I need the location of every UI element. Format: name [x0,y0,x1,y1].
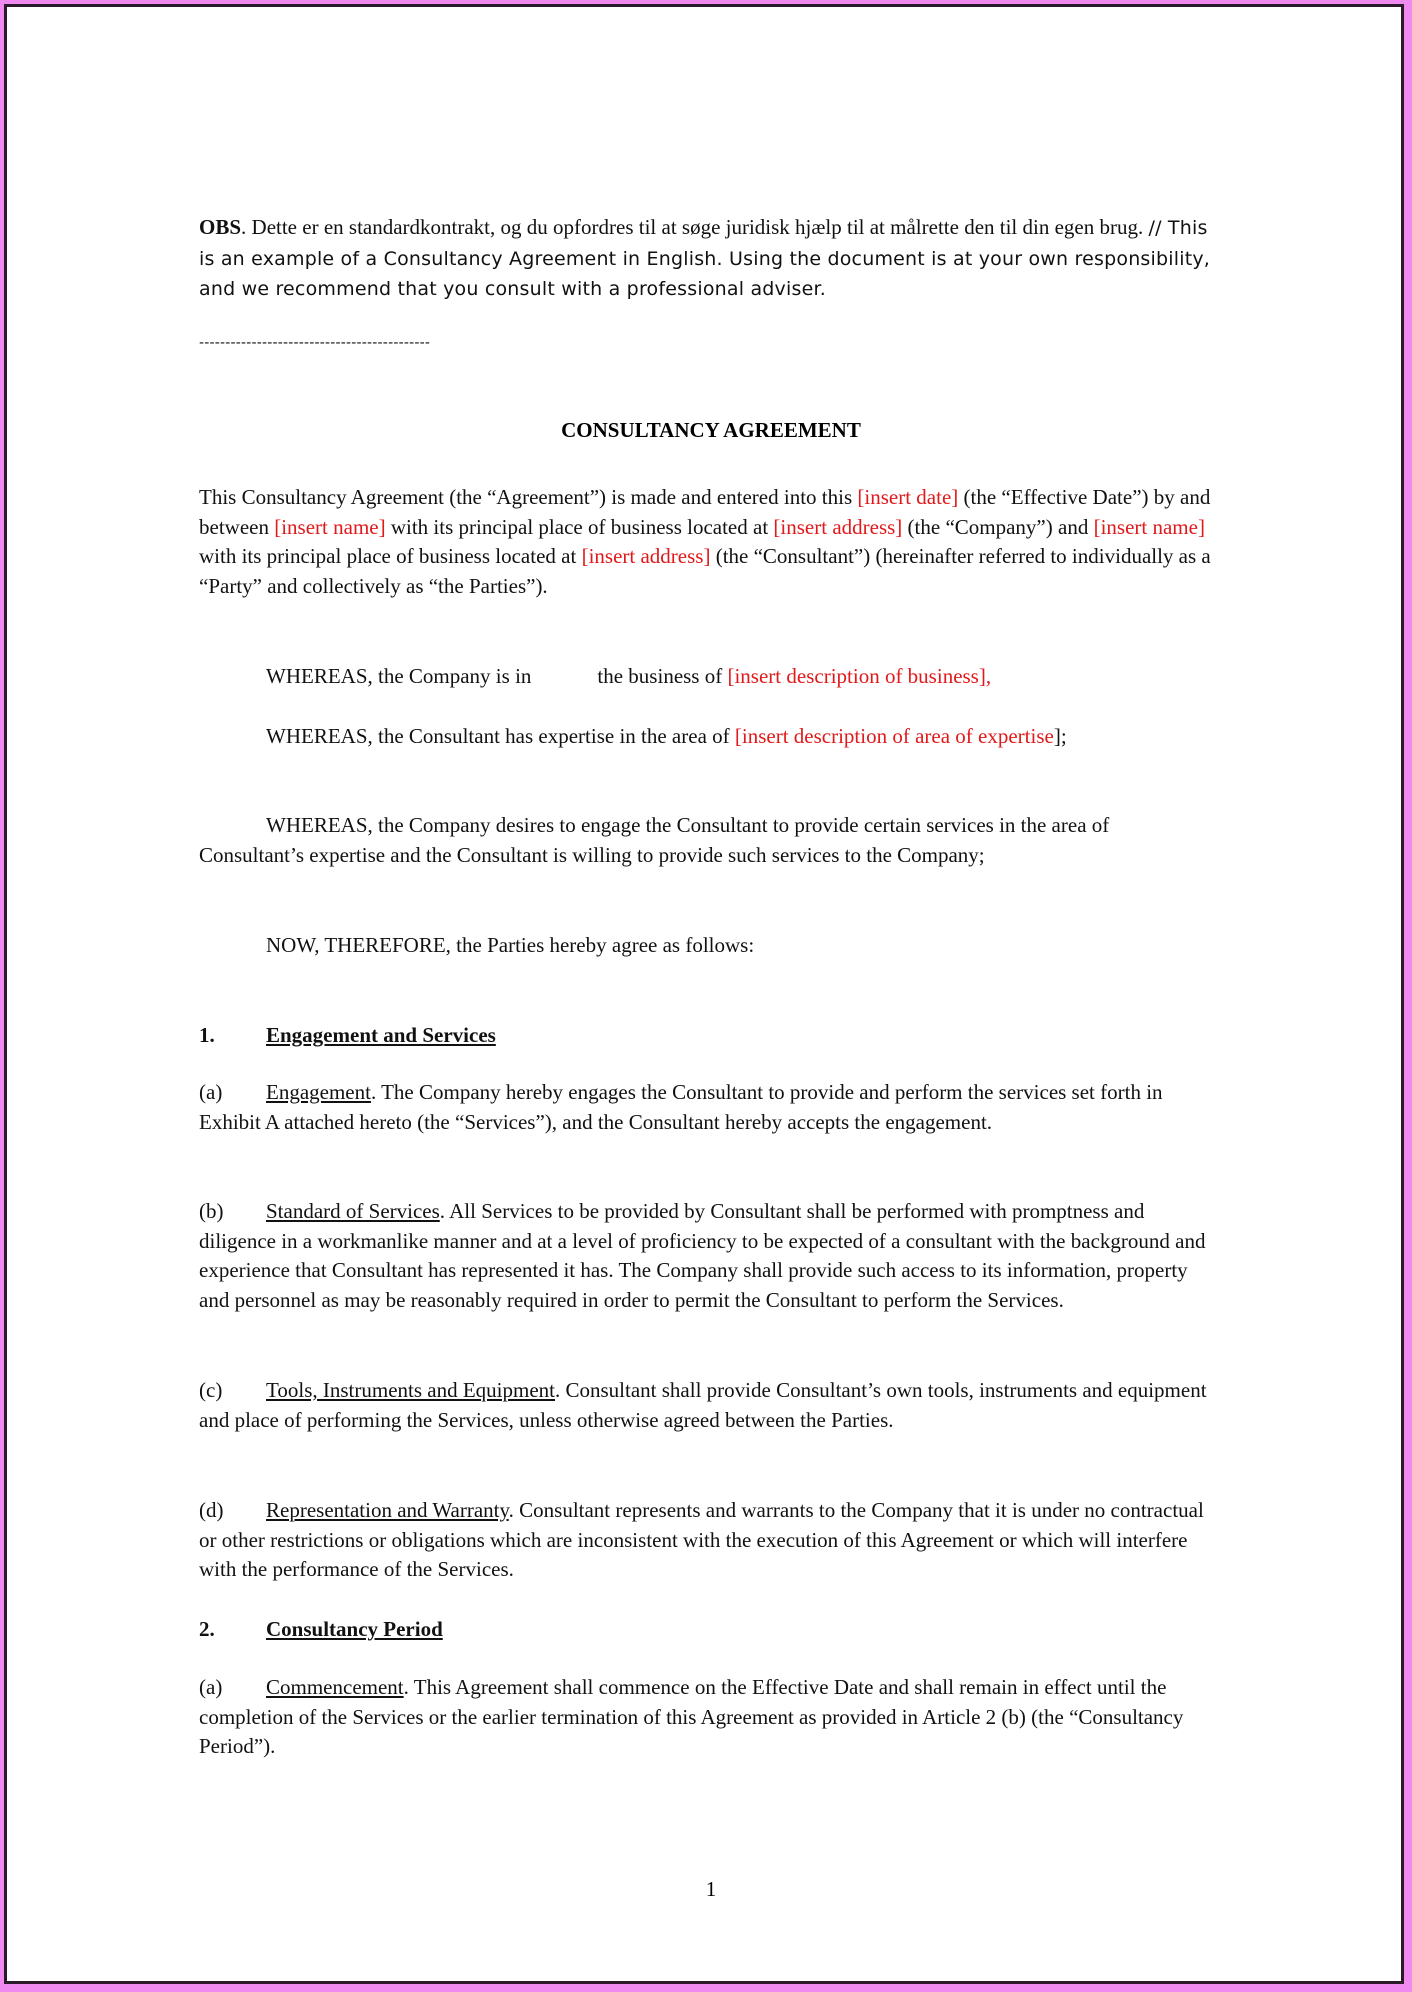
obs-label: OBS [199,215,242,239]
section-2-heading: 2. Consultancy Period [199,1617,443,1641]
divider: -------------------------------------------- [199,335,431,351]
notice-english: // This is an example of a Consultancy Agreement in English. Using the document is at your own responsibility, and we recommend that you consult with a professional adviser. [199,217,1211,301]
placeholder-expertise: [insert description of area of expertise [734,724,1054,748]
placeholder-address: [insert address] [773,514,903,539]
clause-1d: (d) Representation and Warranty. Consultant represents and warrants to the Company that it is under no contractual or other restrictions or obligations which are inconsistent with the execution of this Agreement or which will interfere with the performance of the Services. [199,1498,1204,1582]
clause-1b: (b) Standard of Services. All Services to be provided by Consultant shall be performed with promptness and diligence in a workmanlike manner and at a level of proficiency to be expected of a consultant with the background and experience that Consultant has represented it has. The Company shall provide such access to its information, property and personnel as may be reasonably required in order to permit the Consultant to perform the Services. [199,1199,1206,1313]
intro-paragraph: This Consultancy Agreement (the “Agreement”) is made and entered into this [insert date] (the “Effective Date”) by and between [insert name] with its principal place of business located at [insert address] (the “Company”) and [insert name] with its principal place of business located at [insert address] (the “Consultant”) (hereinafter referred to individually as a “Party” and collectively as “the Parties”). [199,485,1211,599]
clause-1c: (c) Tools, Instruments and Equipment. Consultant shall provide Consultant’s own tools, instruments and equipment and place of performing the Services, unless otherwise agreed between the Parties. [199,1378,1207,1432]
document-page [4,4,1404,1984]
whereas-2: WHEREAS, the Consultant has expertise in the area of [insert description of area of expertise]; [266,724,1067,748]
whereas-1: WHEREAS, the Company is in the business of [insert description of business], [266,664,992,688]
page-number: 1 [705,1877,717,1901]
section-1-heading: 1. Engagement and Services [199,1023,496,1047]
notice [199,213,1219,305]
placeholder-name: [insert name] [274,514,386,539]
clause-1a: (a) Engagement. The Company hereby engages the Consultant to provide and perform the services set forth in Exhibit A attached hereto (the “Services”), and the Consultant hereby accepts the engagement. [199,1080,1163,1134]
placeholder-address: [insert address] [581,544,711,569]
whereas-3: WHEREAS, the Company desires to engage the Consultant to provide certain services in the area of Consultant’s expertise and the Consultant is willing to provide such services to the Company; [199,813,1110,867]
notice-danish: . Dette er en standardkontrakt, og du opfordres til at søge juridisk hjælp til at målrette den til din egen brug. [241,215,1149,239]
clause-2a: (a) Commencement. This Agreement shall commence on the Effective Date and shall remain in effect until the completion of the Services or the earlier termination of this Agreement as provided in Article 2 (b) (the “Consultancy Period”). [199,1675,1184,1759]
placeholder-business: [insert description of business], [727,664,992,688]
now-therefore: NOW, THEREFORE, the Parties hereby agree as follows: [266,933,755,957]
placeholder-name: [insert name] [1093,514,1205,539]
placeholder-date: [insert date] [857,485,959,509]
document-title: CONSULTANCY AGREEMENT [561,418,861,442]
